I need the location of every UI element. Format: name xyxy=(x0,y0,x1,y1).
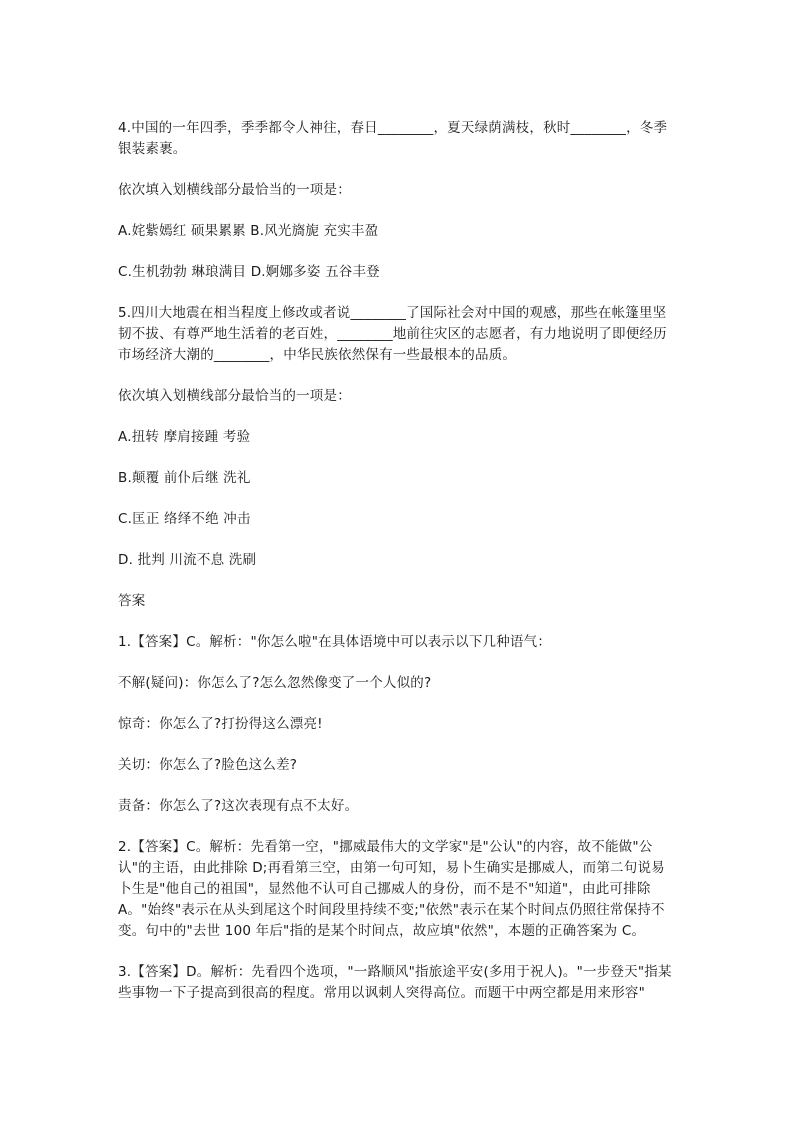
answer-2: 2.【答案】C。解析：先看第一空，"挪威最伟大的文学家"是"公认"的内容，故不能做"公认"的主语，由此排除 D;再看第三空，由第一句可知，易卜生确实是挪威人，而第二句说易卜生是"他自己的祖国"，显然他不认可自己挪威人的身份，而不是不"知道"，由此可排除A。"始终"表示在从头到尾这个时间段里持续不变;"依然"表示在某个时间点仍照往常保持不变。句中的"去世 100 年后"指的是某个时间点，故应填"依然"，本题的正确答案为 C。 xyxy=(118,839,665,939)
question-4-option-line: A.姹紫嫣红 硕果累累 B.风光旖旎 充实丰盈 xyxy=(118,223,379,239)
question-5-stem: 5.四川大地震在相当程度上修改或者说________了国际社会对中国的观感，那些在帐篷里坚韧不拔、有尊严地生活着的老百姓，________地前往灾区的志愿者，有力地说明了即便经历市场经济大潮的________，中华民族依然保有一些最根本的品质。 xyxy=(118,305,667,363)
document-page xyxy=(118,118,678,1004)
answer-1: 1.【答案】C。解析："你怎么啦"在具体语境中可以表示以下几种语气： xyxy=(118,634,552,650)
question-5-option: B.颠覆 前仆后继 洗礼 xyxy=(118,470,251,486)
question-4-prompt: 依次填入划横线部分最恰当的一项是： xyxy=(118,182,351,198)
answers-heading: 答案 xyxy=(118,593,146,609)
answer-1-line: 关切：你怎么了?脸色这么差? xyxy=(118,757,298,773)
question-5-prompt: 依次填入划横线部分最恰当的一项是： xyxy=(118,388,351,404)
question-4-stem: 4.中国的一年四季，季季都令人神往，春日________，夏天绿荫满枝，秋时________，冬季银装素裹。 xyxy=(118,120,668,157)
answer-3: 3.【答案】D。解析：先看四个选项，"一路顺风"指旅途平安(多用于祝人)。"一步登天"指某些事物一下子提高到很高的程度。常用以讽刺人突得高位。而题干中两空都是用来形容" xyxy=(118,964,672,1001)
question-5-option: D. 批判 川流不息 洗刷 xyxy=(118,552,257,568)
answer-1-line: 责备：你怎么了?这次表现有点不太好。 xyxy=(118,798,359,814)
question-5-option: C.匡正 络绎不绝 冲击 xyxy=(118,511,251,527)
answer-1-line: 惊奇：你怎么了?打扮得这么漂亮! xyxy=(118,716,323,732)
question-4-option-line: C.生机勃勃 琳琅满目 D.婀娜多姿 五谷丰登 xyxy=(118,264,380,280)
answer-1-line: 不解(疑问)：你怎么了?怎么忽然像变了一个人似的? xyxy=(118,675,432,691)
question-5-option: A.扭转 摩肩接踵 考验 xyxy=(118,429,251,445)
